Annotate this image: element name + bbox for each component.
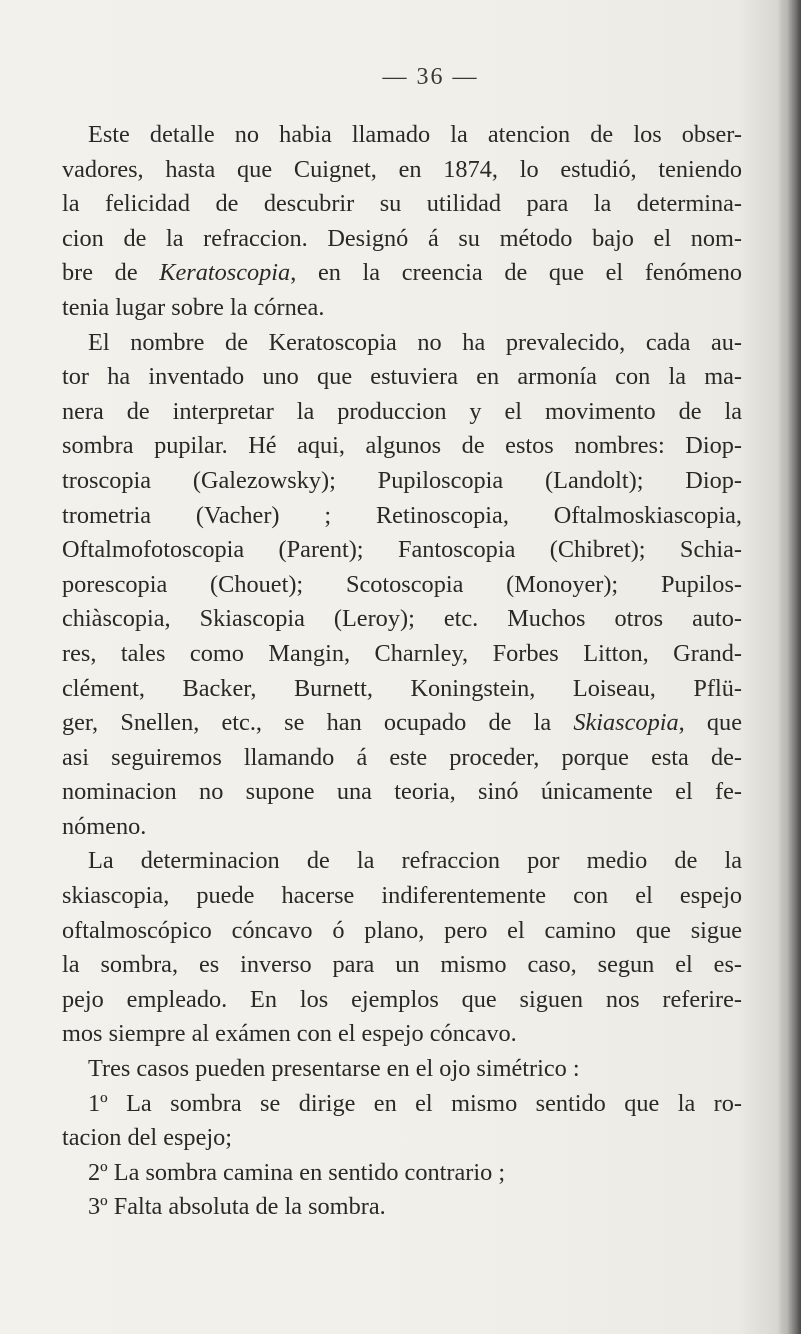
text-line: res, tales como Mangin, Charnley, Forbes Litton, Grand- [62, 639, 742, 667]
list-item-3: 3º Falta absoluta de la sombra. [88, 1193, 386, 1221]
text-line: la felicidad de descubrir su utilidad para la determina- [62, 190, 742, 218]
list-item-2: 2º La sombra camina en sentido contrario ; [88, 1158, 506, 1186]
body-text [62, 118, 742, 1225]
text-line: pejo empleado. En los ejemplos que siguen nos referire- [62, 985, 742, 1013]
text-line: skiascopia, puede hacerse indiferentemente con el espejo [62, 882, 742, 910]
page-edge-shadow [779, 0, 801, 1334]
text-line: trometria (Vacher) ; Retinoscopia, Oftalmoskiascopia, [62, 501, 742, 529]
text-line: cion de la refraccion. Designó á su método bajo el nom- [62, 224, 742, 252]
page-number: — 36 — [382, 64, 479, 90]
text-line: nómeno. [62, 812, 147, 840]
text-line: Oftalmofotoscopia (Parent); Fantoscopia (Chibret); Schia- [62, 536, 742, 564]
italic-term: Skiascopia [573, 709, 679, 737]
text-line: oftalmoscópico cóncavo ó plano, pero el camino que sigue [62, 916, 742, 944]
text-line: clément, Backer, Burnett, Koningstein, Loiseau, Pflü- [62, 674, 742, 702]
italic-term: Keratoscopia [159, 259, 291, 287]
text-line: troscopia (Galezowsky); Pupiloscopia (Landolt); Diop- [62, 466, 742, 494]
text-line: mos siempre al exámen con el espejo cóncavo. [62, 1020, 517, 1048]
text-line: porescopia (Chouet); Scotoscopia (Monoyer); Pupilos- [62, 570, 742, 598]
text-line: La determinacion de la refraccion por medio de la [88, 847, 742, 875]
list-item-1: 1º La sombra se dirige en el mismo sentido que la ro- [88, 1089, 742, 1117]
text-line: la sombra, es inverso para un mismo caso, segun el es- [62, 951, 742, 979]
text-line: El nombre de Keratoscopia no ha prevalecido, cada au- [88, 328, 742, 356]
text-line: nera de interpretar la produccion y el movimento de la [62, 397, 742, 425]
text-line: tacion del espejo; [62, 1124, 233, 1152]
text-line: vadores, hasta que Cuignet, en 1874, lo estudió, teniendo [62, 155, 742, 183]
text-line: Tres casos pueden presentarse en el ojo simétrico : [88, 1055, 580, 1083]
text-line: tenia lugar sobre la córnea. [62, 293, 325, 321]
text-line: nominacion no supone una teoria, sinó únicamente el fe- [62, 778, 742, 806]
text-line: asi seguiremos llamando á este proceder, porque esta de- [62, 743, 742, 771]
text-line: bre de Keratoscopia, en la creencia de que el fenómeno [62, 259, 742, 287]
text-line: chiàscopia, Skiascopia (Leroy); etc. Muchos otros auto- [62, 605, 742, 633]
text-line: sombra pupilar. Hé aqui, algunos de estos nombres: Diop- [62, 432, 742, 460]
text-line: ger, Snellen, etc., se han ocupado de la Skiascopia, que [62, 709, 742, 737]
text-line: Este detalle no habia llamado la atencion de los obser- [88, 121, 742, 148]
text-line: tor ha inventado uno que estuviera en armonía con la ma- [62, 363, 742, 391]
